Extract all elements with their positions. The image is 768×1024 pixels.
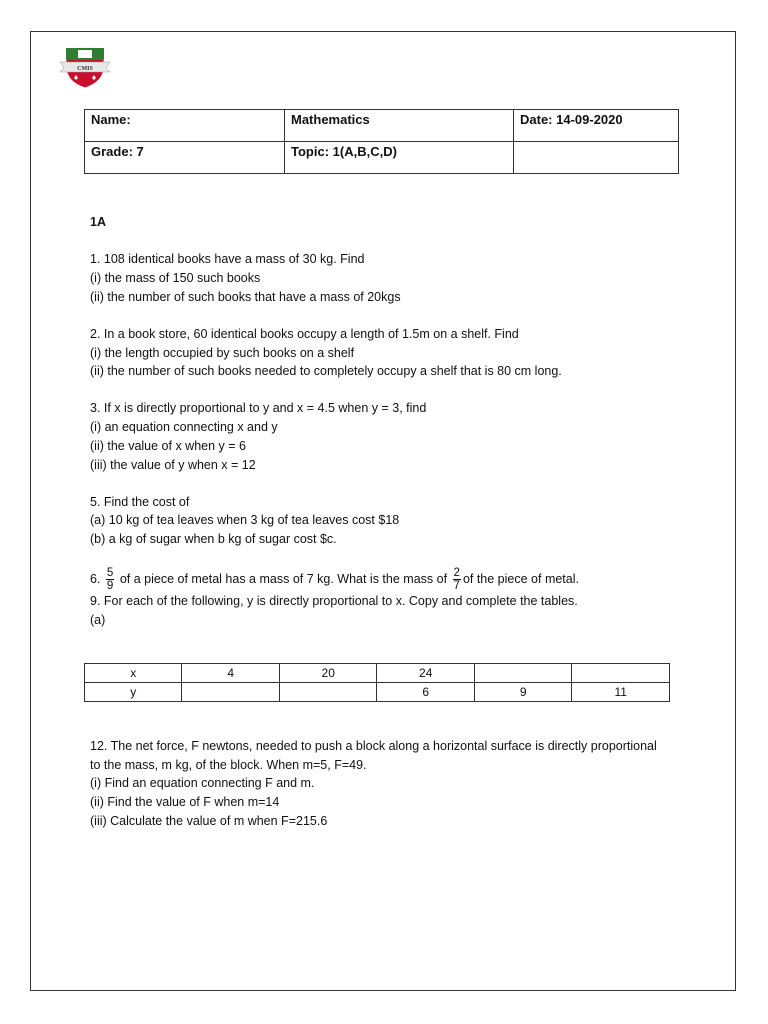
question-9: 9. For each of the following, y is directly proportional to x. Copy and complete the tables.	[90, 594, 578, 609]
table-cell: 24	[377, 664, 474, 683]
question-12-part-i: (i) Find an equation connecting F and m.	[90, 776, 315, 791]
fraction-1-denominator: 9	[106, 580, 114, 593]
logo-text: CMIS	[77, 66, 93, 72]
question-3-part-i: (i) an equation connecting x and y	[90, 420, 278, 435]
question-6	[90, 567, 690, 592]
section-title: 1A	[90, 215, 106, 229]
table-header-y: y	[85, 683, 182, 702]
subject-cell: Mathematics	[285, 110, 514, 142]
question-1: 1. 108 identical books have a mass of 30 kg. Find	[90, 252, 365, 267]
question-2-part-ii: (ii) the number of such books needed to completely occupy a shelf that is 80 cm long.	[90, 364, 562, 379]
question-1-part-ii: (ii) the number of such books that have a mass of 20kgs	[90, 289, 401, 304]
questions-block	[90, 213, 690, 630]
question-12-block	[90, 737, 690, 831]
table-cell: 6	[377, 683, 474, 702]
question-2-part-i: (i) the length occupied by such books on a shelf	[90, 345, 355, 360]
date-cell: Date: 14-09-2020	[514, 110, 679, 142]
question-12-line-2: to the mass, m kg, of the block. When m=5, F=49.	[90, 757, 367, 772]
question-12-line-1: 12. The net force, F newtons, needed to push a block along a horizontal surface is directly proportional	[90, 739, 657, 753]
topic-cell: Topic: 1(A,B,C,D)	[285, 142, 514, 174]
table-cell	[474, 664, 571, 683]
table-cell: 9	[474, 683, 571, 702]
table-cell: 20	[279, 664, 376, 683]
table-row-y	[85, 683, 670, 702]
grade-cell: Grade: 7	[85, 142, 285, 174]
table-cell: 11	[572, 683, 670, 702]
question-6-suffix: of the piece of metal.	[462, 572, 579, 587]
name-cell: Name:	[85, 110, 285, 142]
question-3-part-ii: (ii) the value of x when y = 6	[90, 438, 246, 453]
fraction-two-sevenths	[453, 567, 461, 592]
fraction-2-denominator: 7	[453, 580, 460, 593]
fraction-2-numerator: 2	[453, 567, 460, 580]
question-5: 5. Find the cost of	[90, 494, 190, 509]
question-6-prefix: 6.	[90, 572, 101, 587]
fraction-five-ninths	[106, 567, 114, 592]
fraction-1-numerator: 5	[106, 567, 114, 580]
table-cell: 4	[182, 664, 279, 683]
proportion-table	[84, 663, 670, 702]
question-5-part-b: (b) a kg of sugar when b kg of sugar cost $c.	[90, 532, 337, 547]
table-header-x: x	[85, 664, 182, 683]
question-5-part-a: (a) 10 kg of tea leaves when 3 kg of tea leaves cost $18	[90, 513, 400, 528]
question-6-middle: of a piece of metal has a mass of 7 kg. What is the mass of	[119, 572, 448, 587]
empty-cell	[514, 142, 679, 174]
header-table	[84, 109, 679, 174]
question-2: 2. In a book store, 60 identical books occupy a length of 1.5m on a shelf. Find	[90, 326, 519, 341]
question-12-part-iii: (iii) Calculate the value of m when F=215.6	[90, 813, 328, 828]
question-12-part-ii: (ii) Find the value of F when m=14	[90, 795, 280, 810]
question-1-part-i: (i) the mass of 150 such books	[90, 270, 261, 285]
table-cell	[279, 683, 376, 702]
school-logo	[58, 42, 112, 90]
table-cell	[182, 683, 279, 702]
table-row-x	[85, 664, 670, 683]
question-3: 3. If x is directly proportional to y and x = 4.5 when y = 3, find	[90, 401, 427, 416]
table-cell	[572, 664, 670, 683]
question-9-part-a: (a)	[90, 613, 106, 628]
question-3-part-iii: (iii) the value of y when x = 12	[90, 457, 256, 472]
